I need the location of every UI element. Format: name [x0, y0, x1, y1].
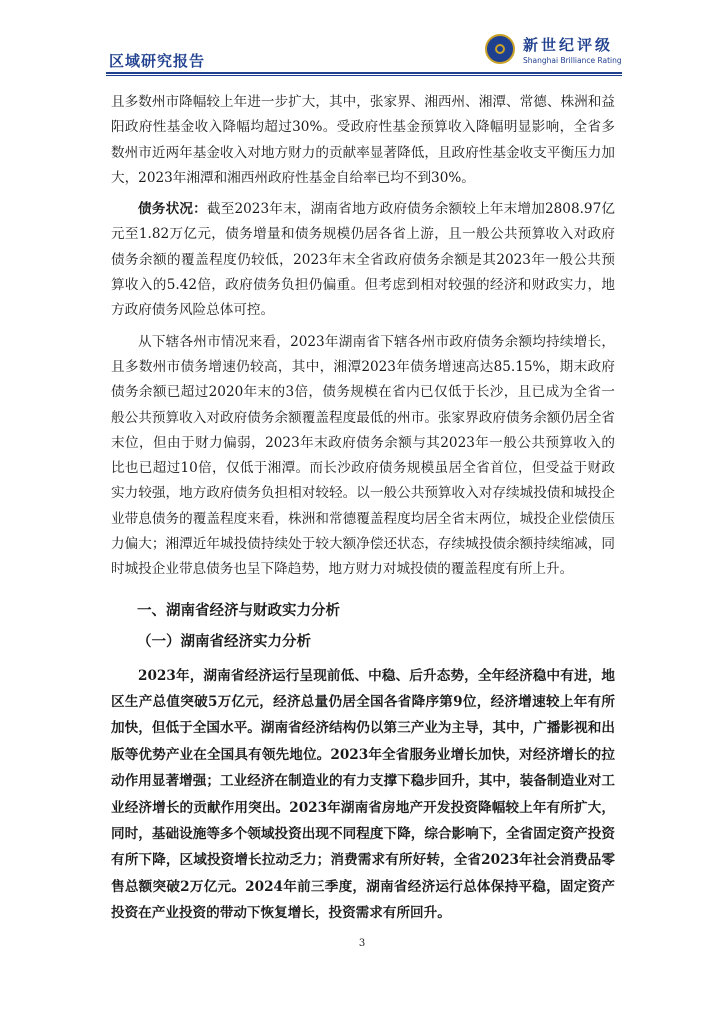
brand-logo: [485, 34, 625, 70]
paragraph-economic-summary: 2023年，湖南省经济运行呈现前低、中稳、后升态势，全年经济稳中有进，地区生产总值突破5万亿元，经济总量仍居全国各省降序第9位，经济增速较上年有所加快，但低于全国水平。湖南省经济结构仍以第三产业为主导，其中，广播影视和出版等优势产业在全国具有领先地位。2023年全省服务业增长加快，对经济增长的拉动作用显著增强；工业经济在制造业的有力支撑下稳步回升，其中，装备制造业对工业经济增长的贡献作用突出。2023年湖南省房地产开发投资降幅较上年有所扩大，同时，基础设施等多个领域投资出现不同程度下降，综合影响下，全省固定资产投资有所下降，区域投资增长拉动乏力；消费需求有所好转，全省2023年社会消费品零售总额突破2万亿元。2024年前三季度，湖南省经济运行总体保持平稳，固定资产投资在产业投资的带动下恢复增长，投资需求有所回升。: [111, 667, 615, 922]
subsection-heading: （一）湖南省经济实力分析: [137, 633, 311, 650]
document-body: [111, 90, 615, 927]
debt-status-text: 截至2023年末，湖南省地方政府债务余额较上年末增加2808.97亿元至1.82万亿元，债务增量和债务规模仍居各省上游，且一般公共预算收入对政府债务余额的覆盖程度仍较低，2023年末全省政府债务余额是其2023年一般公共预算收入的5.42倍，政府债务负担仍偏重。但考虑到相对较强的经济和财政实力，地方政府债务风险总体可控。: [111, 201, 616, 319]
brand-name-en: Shanghai Brilliance Rating: [523, 56, 622, 65]
header-divider-thin: [106, 75, 622, 76]
brand-name-cn: 新世纪评级: [523, 36, 614, 54]
page-number: 3: [358, 938, 366, 949]
section-heading: 一、湖南省经济与财政实力分析: [137, 602, 340, 619]
header-divider: [106, 72, 622, 74]
report-series-title: 区域研究报告: [109, 52, 206, 70]
debt-status-label: 债务状况：: [138, 201, 207, 218]
paragraph-fund-revenue: 且多数州市降幅较上年进一步扩大，其中，张家界、湘西州、湘潭、常德、株洲和益阳政府性基金收入降幅均超过30%。受政府性基金预算收入降幅明显影响，全省多数州市近两年基金收入对地方财力的贡献率显著降低，且政府性基金收支平衡压力加大，2023年湘潭和湘西州政府性基金自给率已均不到30%。: [111, 94, 615, 186]
paragraph-prefecture-debt: 从下辖各州市情况来看，2023年湖南省下辖各州市政府债务余额均持续增长，且多数州市债务增速仍较高，其中，湘潭2023年债务增速高达85.15%，期末政府债务余额已超过2020年末的3倍，债务规模在省内已仅低于长沙，且已成为全省一般公共预算收入对政府债务余额覆盖程度最低的州市。张家界政府债务余额仍居全省末位，但由于财力偏弱，2023年末政府债务余额与其2023年一般公共预算收入的比也已超过10倍，仅低于湘潭。而长沙政府债务规模虽居全省首位，但受益于财政实力较强，地方政府债务负担相对较轻。以一般公共预算收入对存续城投债和城投企业带息债务的覆盖程度来看，株洲和常德覆盖程度均居全省末两位，城投企业偿债压力偏大；湘潭近年城投债持续处于较大额净偿还状态，存续城投债余额持续缩减，同时城投企业带息债务也呈下降趋势，地方财力对城投债的覆盖程度有所上升。: [111, 333, 615, 578]
brand-emblem-icon: [485, 34, 515, 64]
paragraph-debt-status: [111, 197, 615, 323]
